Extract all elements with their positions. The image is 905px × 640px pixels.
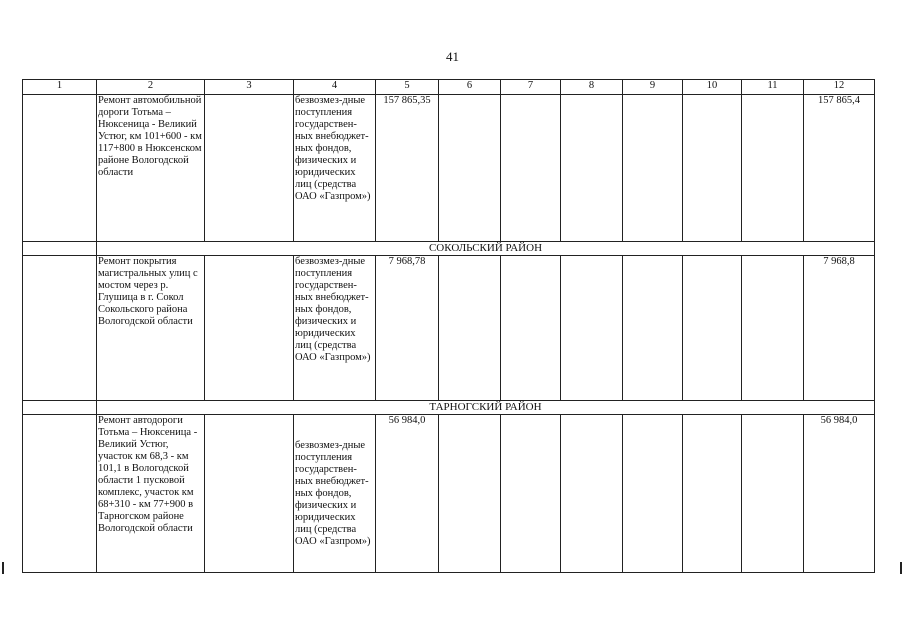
table-row bbox=[23, 95, 875, 242]
total-cell: 157 865,4 bbox=[804, 95, 875, 242]
table-cell bbox=[683, 95, 742, 242]
table-row bbox=[23, 256, 875, 401]
column-header: 9 bbox=[623, 80, 683, 95]
budget-table bbox=[22, 79, 875, 573]
table-cell bbox=[623, 256, 683, 401]
table-cell bbox=[623, 415, 683, 573]
project-name-cell: Ремонт покрытия магистральных улиц с мостом через р. Глушица в г. Сокол Сокольского района Вологодской области bbox=[97, 256, 205, 401]
table-cell bbox=[23, 401, 97, 415]
scan-edge-mark-left bbox=[2, 562, 4, 574]
table-cell bbox=[742, 256, 804, 401]
column-header: 3 bbox=[205, 80, 294, 95]
funding-source-cell: безвозмез-дные поступления государствен-ных внебюджет-ных фондов, физических и юридических лиц (средства ОАО «Газпром») bbox=[294, 95, 376, 242]
page-number: 41 bbox=[446, 49, 459, 64]
column-header: 12 bbox=[804, 80, 875, 95]
column-header: 2 bbox=[97, 80, 205, 95]
table-cell bbox=[23, 256, 97, 401]
column-header-row bbox=[23, 80, 875, 95]
table-cell bbox=[501, 256, 561, 401]
table-cell bbox=[683, 415, 742, 573]
column-header: 11 bbox=[742, 80, 804, 95]
table-cell bbox=[742, 95, 804, 242]
funding-source-cell: безвозмез-дные поступления государствен-ных внебюджет-ных фондов, физических и юридических лиц (средства ОАО «Газпром») bbox=[294, 415, 376, 573]
section-title: ТАРНОГСКИЙ РАЙОН bbox=[97, 401, 875, 415]
funding-source-cell: безвозмез-дные поступления государствен-ных внебюджет-ных фондов, физических и юридических лиц (средства ОАО «Газпром») bbox=[294, 256, 376, 401]
table-cell bbox=[683, 256, 742, 401]
amount-cell: 7 968,78 bbox=[376, 256, 439, 401]
column-header: 7 bbox=[501, 80, 561, 95]
column-header: 10 bbox=[683, 80, 742, 95]
section-row bbox=[23, 242, 875, 256]
table-row bbox=[23, 415, 875, 573]
table-cell bbox=[23, 242, 97, 256]
column-header: 1 bbox=[23, 80, 97, 95]
project-name-cell: Ремонт автомобильной дороги Тотьма – Нюксеница - Великий Устюг, км 101+600 - км 117+800 в Нюксенском районе Вологодской области bbox=[97, 95, 205, 242]
table-cell bbox=[23, 415, 97, 573]
amount-cell: 56 984,0 bbox=[376, 415, 439, 573]
table-cell bbox=[439, 256, 501, 401]
total-cell: 7 968,8 bbox=[804, 256, 875, 401]
table-cell bbox=[561, 256, 623, 401]
amount-cell: 157 865,35 bbox=[376, 95, 439, 242]
total-cell: 56 984,0 bbox=[804, 415, 875, 573]
table-cell bbox=[501, 95, 561, 242]
table-cell bbox=[623, 95, 683, 242]
table-cell bbox=[561, 95, 623, 242]
column-header: 5 bbox=[376, 80, 439, 95]
scan-edge-mark-right bbox=[900, 562, 902, 574]
column-header: 8 bbox=[561, 80, 623, 95]
table-cell bbox=[742, 415, 804, 573]
table-cell bbox=[205, 256, 294, 401]
section-row bbox=[23, 401, 875, 415]
table-cell bbox=[561, 415, 623, 573]
project-name-cell: Ремонт автодороги Тотьма – Нюксеница - Великий Устюг, участок км 68,3 - км 101,1 в Вологодской области 1 пусковой комплекс, участок км 68+310 - км 77+900 в Тарногском районе Вологодской области bbox=[97, 415, 205, 573]
section-title: СОКОЛЬСКИЙ РАЙОН bbox=[97, 242, 875, 256]
table-cell bbox=[205, 415, 294, 573]
table-cell bbox=[205, 95, 294, 242]
column-header: 4 bbox=[294, 80, 376, 95]
table-cell bbox=[439, 415, 501, 573]
column-header: 6 bbox=[439, 80, 501, 95]
table-cell bbox=[23, 95, 97, 242]
table-cell bbox=[439, 95, 501, 242]
table-cell bbox=[501, 415, 561, 573]
